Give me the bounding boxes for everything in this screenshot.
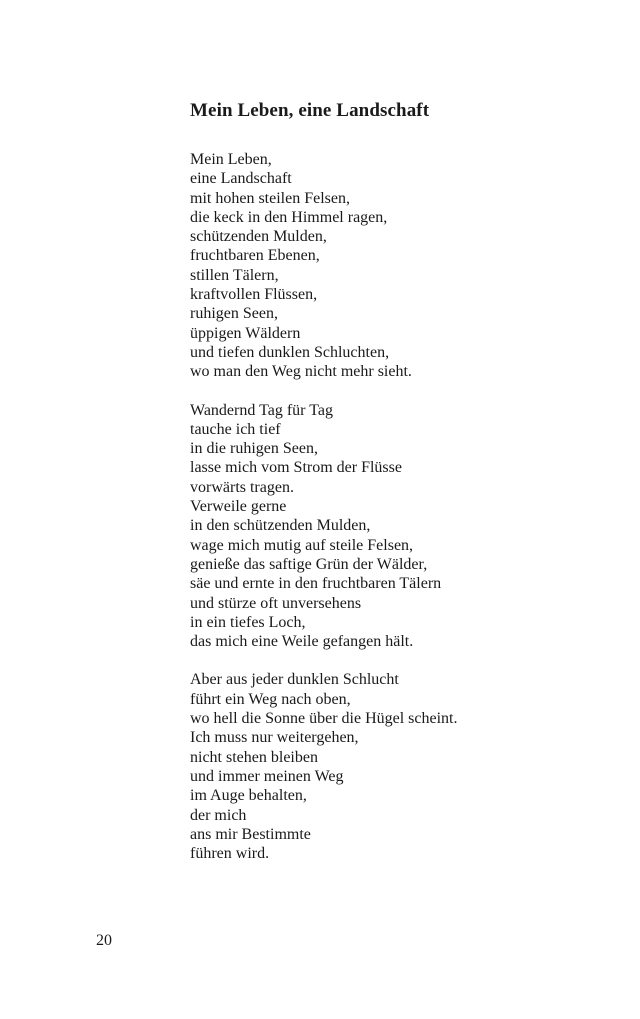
poem-line: und tiefen dunklen Schluchten, [190, 343, 390, 361]
poem-line: in die ruhigen Seen, [190, 440, 318, 458]
poem-body [190, 150, 610, 882]
poem-title: Mein Leben, eine Landschaft [190, 100, 430, 121]
poem-line: das mich eine Weile gefangen hält. [190, 633, 414, 651]
poem-line: Wandernd Tag für Tag [190, 401, 333, 419]
poem-line: kraftvollen Flüssen, [190, 286, 318, 304]
poem-line: führt ein Weg nach oben, [190, 690, 351, 708]
poem-line: säe und ernte in den fruchtbaren Tälern [190, 575, 442, 593]
poem-line: ruhigen Seen, [190, 305, 278, 323]
poem-line: die keck in den Himmel ragen, [190, 208, 388, 226]
poem-line: in den schützenden Mulden, [190, 517, 371, 535]
poem-line: tauche ich tief [190, 420, 281, 438]
poem-line: vorwärts tragen. [190, 478, 294, 496]
poem-line: in ein tiefes Loch, [190, 613, 306, 631]
page-number: 20 [96, 932, 112, 949]
poem-line: Aber aus jeder dunklen Schlucht [190, 671, 399, 689]
poem-line: genieße das saftige Grün der Wälder, [190, 555, 428, 573]
poem-line: üppigen Wäldern [190, 324, 301, 342]
poem-line: eine Landschaft [190, 170, 292, 188]
poem-line: führen wird. [190, 845, 270, 863]
poem-line: wage mich mutig auf steile Felsen, [190, 536, 414, 554]
poem-line: wo man den Weg nicht mehr sieht. [190, 363, 412, 381]
poem-line: nicht stehen bleiben [190, 748, 318, 766]
poem-line: ans mir Bestimmte [190, 825, 311, 843]
poem-line: Mein Leben, [190, 151, 272, 168]
poem-line: Ich muss nur weitergehen, [190, 729, 359, 747]
poem-line: und stürze oft unversehens [190, 594, 362, 612]
poem-line: wo hell die Sonne über die Hügel scheint. [190, 710, 458, 728]
poem-line: schützenden Mulden, [190, 228, 327, 246]
stanza-2 [190, 401, 610, 652]
poem-line: mit hohen steilen Felsen, [190, 189, 350, 207]
poem-line: der mich [190, 806, 247, 824]
poem-line: fruchtbaren Ebenen, [190, 247, 320, 265]
poem-line: Verweile gerne [190, 498, 287, 516]
poem-line: im Auge behalten, [190, 787, 307, 805]
poem-line: stillen Tälern, [190, 266, 279, 284]
stanza-1 [190, 150, 610, 382]
stanza-3 [190, 670, 610, 863]
poem-line: lasse mich vom Strom der Flüsse [190, 459, 402, 477]
poem-line: und immer meinen Weg [190, 767, 344, 785]
